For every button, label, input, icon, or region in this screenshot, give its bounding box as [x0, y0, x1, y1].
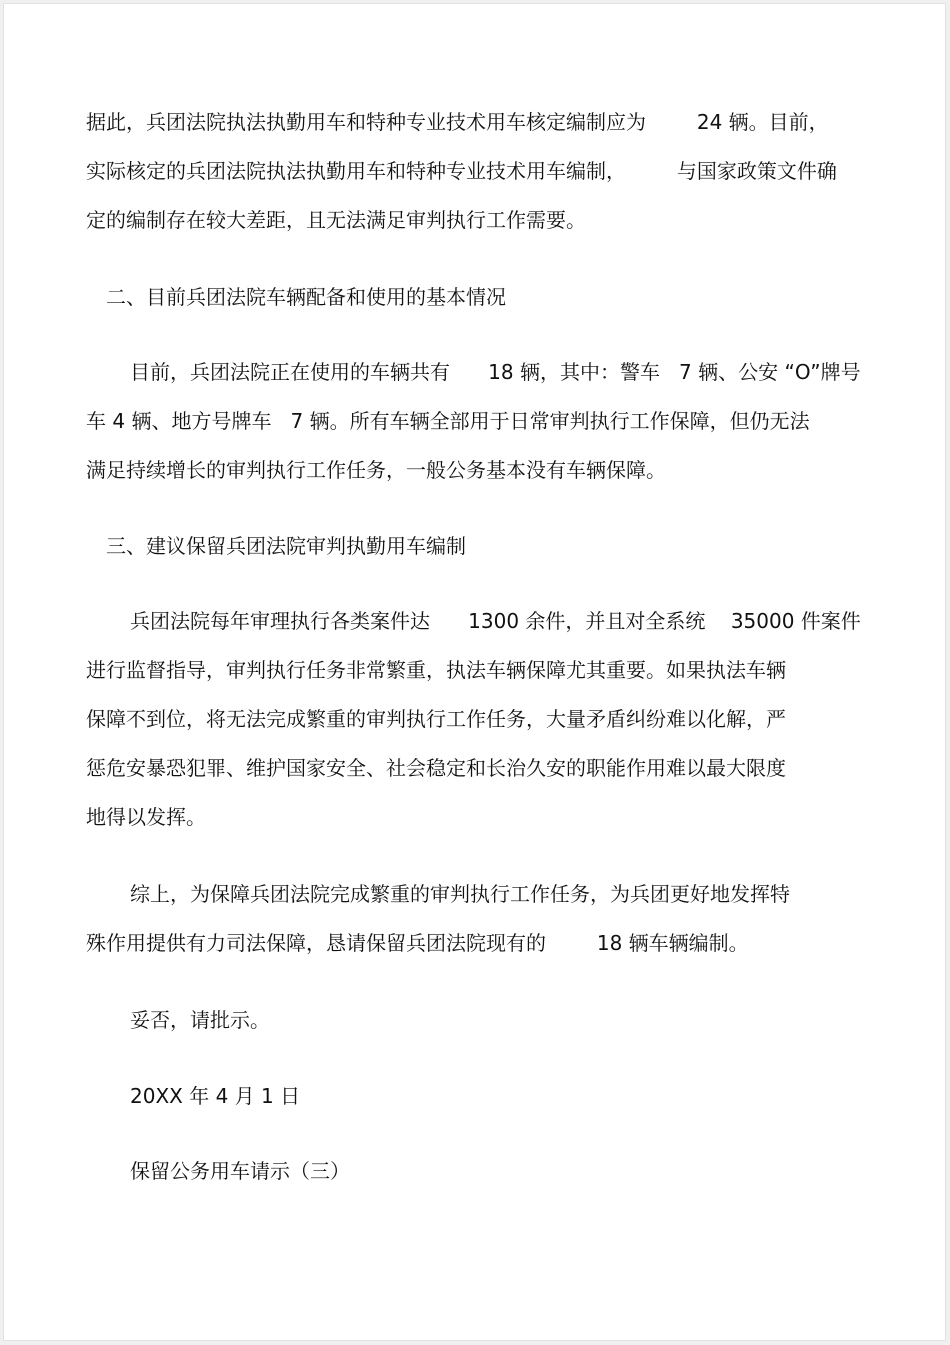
text-line-11: 保障不到位，将无法完成繁重的审判执行工作任务，大量矛盾纠纷难以化解，严 [86, 707, 786, 731]
section-heading-3: 三、建议保留兵团法院审判执勤用车编制 [106, 534, 466, 558]
text-line-15: 殊作用提供有力司法保障，恳请保留兵团法院现有的 18 辆车辆编制。 [86, 931, 749, 955]
text-line-7: 满足持续增长的审判执行工作任务，一般公务基本没有车辆保障。 [86, 458, 666, 482]
text-line-10: 进行监督指导，审判执行任务非常繁重，执法车辆保障尤其重要。如果执法车辆 [86, 658, 786, 682]
next-document-title: 保留公务用车请示（三） [130, 1159, 350, 1183]
text-line-5: 目前，兵团法院正在使用的车辆共有 18 辆，其中：警车 7 辆、公安 “O”牌号 [130, 360, 861, 384]
text-line-13: 地得以发挥。 [86, 805, 206, 829]
text-line-2: 实际核定的兵团法院执法执勤用车和特种专业技术用车编制， 与国家政策文件确 [86, 159, 837, 183]
closing-request: 妥否，请批示。 [130, 1008, 270, 1032]
document-date: 20XX 年 4 月 1 日 [130, 1084, 301, 1108]
text-line-9: 兵团法院每年审理执行各类案件达 1300 余件，并且对全系统 35000 件案件 [130, 609, 861, 633]
text-line-14: 综上，为保障兵团法院完成繁重的审判执行工作任务，为兵团更好地发挥特 [130, 882, 790, 906]
text-line-3: 定的编制存在较大差距，且无法满足审判执行工作需要。 [86, 208, 586, 232]
section-heading-2: 二、目前兵团法院车辆配备和使用的基本情况 [106, 285, 506, 309]
text-line-6: 车 4 辆、地方号牌车 7 辆。所有车辆全部用于日常审判执行工作保障，但仍无法 [86, 409, 810, 433]
text-line-1: 据此，兵团法院执法执勤用车和特种专业技术用车核定编制应为 24 辆。目前， [86, 110, 829, 134]
document-page [3, 3, 946, 1341]
text-line-12: 惩危安暴恐犯罪、维护国家安全、社会稳定和长治久安的职能作用难以最大限度 [86, 756, 786, 780]
